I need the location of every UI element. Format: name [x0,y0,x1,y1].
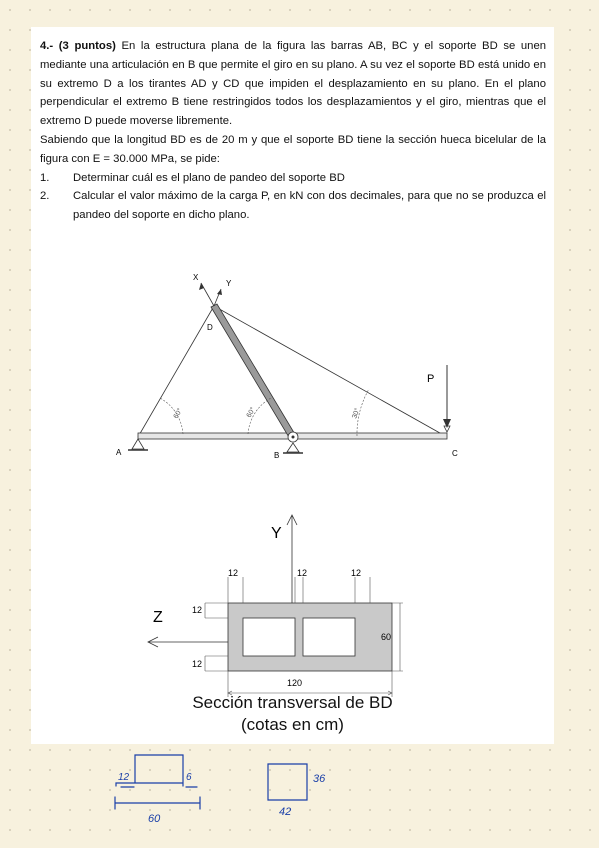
hand-sketch-rect [268,764,307,800]
task-number: 2. [40,190,50,203]
angle-label-c: 30° [351,407,362,420]
angle-label-a: 60° [172,407,185,420]
dim-top-right: 12 [351,568,362,578]
hand-note-c: 60 [148,813,161,825]
caption-line-2: (cotas en cm) [241,715,344,734]
section-y-label: Y [271,525,282,542]
paragraph-2: Sabiendo que la longitud BD es de 20 m y que el soporte BD tiene la sección hueca bicelular de la figura con E = 30.000 MPa, se pide: [40,133,546,165]
point-a-label: A [116,448,122,457]
task-text: Determinar cuál es el plano de pandeo del soporte BD [73,171,345,184]
point-c-label: C [452,449,458,458]
hand-note-e: 42 [279,806,292,818]
paragraph-1-text: En la estructura plana de la figura las barras AB, BC y el soporte BD se unen mediante una articulación en B que permite el giro en su plano. A su vez el soporte BD está unido en su extremo D a los tirantes AD y CD que impiden el desplazamiento en su plano. En el plano perpendicular el extremo B tiene restringidos todos los desplazamientos y el giro, mientras que el extremo D puede moverse libremente. [40,40,547,128]
caption-line-1: Sección transversal de BD [192,693,393,712]
hand-note-a: 12 [118,772,130,783]
task-number: 1. [40,171,50,184]
point-b-label: B [274,451,280,460]
dim-top-left: 12 [228,568,239,578]
x-axis-label: X [193,273,199,282]
problem-number: 4.- (3 puntos) [40,40,116,52]
load-p-label: P [427,373,435,385]
point-d-label: D [207,323,213,332]
y-axis-label: Y [226,279,232,288]
dim-width: 120 [287,678,303,688]
dim-left-bottom: 12 [192,659,203,669]
section-z-label: Z [153,609,163,626]
dim-left-top: 12 [192,605,203,615]
task-text: Calcular el valor máximo de la carga P, en kN con dos decimales, para que no se produzca el pandeo del soporte en dicho plano. [73,190,546,222]
hand-note-d: 36 [313,773,326,785]
angle-label-b: 60° [245,406,258,419]
hand-sketch-baseline [115,797,200,809]
dim-top-mid: 12 [297,568,308,578]
dim-height: 60 [381,632,392,642]
hand-note-b: 6 [186,772,192,783]
